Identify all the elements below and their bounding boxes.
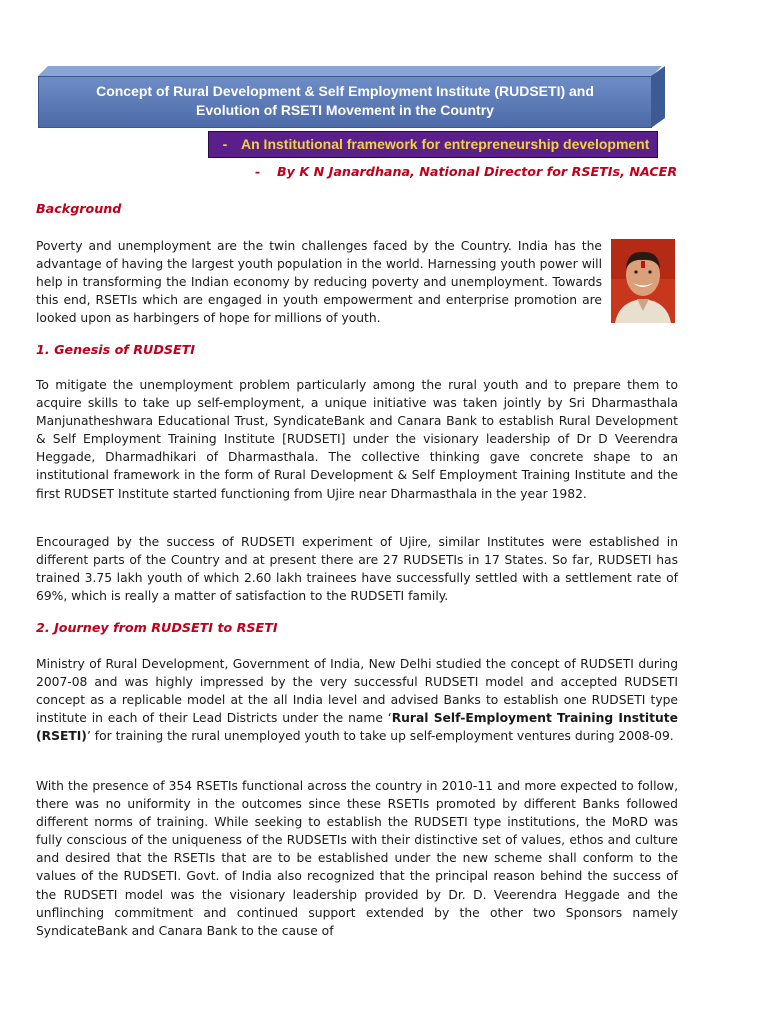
subtitle-text: An Institutional framework for entrepreneurship development [241, 136, 650, 152]
author-byline [255, 163, 685, 180]
author-portrait [611, 239, 675, 323]
journey-p1-end: ’ for training the rural unemployed youth to take up self-employment ventures during 2008-09. [86, 729, 674, 744]
heading-background: Background [36, 201, 122, 216]
byline-dash: - [255, 164, 261, 179]
title-line-2: Evolution of RSETI Movement in the Country [196, 102, 494, 118]
byline-text: By K N Janardhana, National Director for RSETIs, NACER [277, 164, 678, 179]
journey-p1-start: Ministry of Rural Development, Government of India, New Delhi studied the concept of RUDSETI during 2007-08 and was highly impressed by the very successful RUDSETI model and accepted RUDSETI concept as a replicable model at the all India level and advised Banks to establish one RUDSETI type institute in each of their Lead Districts under the name ‘ [36, 657, 678, 726]
heading-journey: 2. Journey from RUDSETI to RSETI [36, 620, 278, 635]
heading-genesis: 1. Genesis of RUDSETI [36, 342, 196, 357]
title-banner [38, 66, 652, 128]
document-title [38, 82, 652, 120]
genesis-paragraph-1: To mitigate the unemployment problem particularly among the rural youth and to prepare them to acquire skills to take up self-employment, a unique initiative was taken jointly by Sri Dharmasthala Manjunatheshwara Educational Trust, SyndicateBank and Canara Bank to establish Rural Development & Self Employment Training Institute [RUDSETI] under the visionary leadership of Dr D Veerendra Heggade, Dharmadhikari of Dharmasthala. The collective thinking gave concrete shape to an institutional framework in the form of Rural Development & Self Employment Training Institute and the first RUDSET Institute started functioning from Ujire near Dharmasthala in the year 1982. [36, 378, 678, 501]
background-paragraph: Poverty and unemployment are the twin challenges faced by the Country. India has the advantage of having the largest youth population in the world. Harnessing youth power will help in transforming the Indian economy by reducing poverty and unemployment. Towards this end, RSETIs which are engaged in youth empowerment and enterprise promotion are looked upon as harbingers of hope for millions of youth. [36, 239, 602, 326]
banner-top-bevel [38, 66, 662, 76]
journey-paragraph-1 [36, 655, 678, 745]
genesis-paragraph-2: Encouraged by the success of RUDSETI experiment of Ujire, similar Institutes were established in different parts of the Country and at present there are 27 RUDSETIs in 17 States. So far, RUDSETI has trained 3.75 lakh youth of which 2.60 lakh trainees have successfully settled with a settlement rate of 69%, which is really a matter of satisfaction to the RUDSETI family. [36, 535, 678, 604]
rseti-name-bold: Rural Self-Employment Training Institute (RSETI) [36, 711, 678, 744]
portrait-image [611, 239, 675, 323]
subtitle-dash: - [222, 136, 228, 152]
subtitle-box [208, 131, 658, 158]
banner-side-bevel [651, 66, 665, 128]
title-line-1: Concept of Rural Development & Self Employment Institute (RUDSETI) and [96, 83, 594, 99]
journey-paragraph-2: With the presence of 354 RSETIs functional across the country in 2010-11 and more expected to follow, there was no uniformity in the outcomes since these RSETIs promoted by different Banks followed different norms of training. While seeking to establish the RUDSETI type institutions, the MoRD was fully conscious of the uniqueness of the RUDSETIs with their distinctive set of values, ethos and culture and desired that the RSETIs that are to be established under the new scheme shall conform to the values of the RUDSETI. Govt. of India also recognized that the principal reason behind the success of the RUDSETI model was the visionary leadership provided by Dr. D. Veerendra Heggade and the unflinching commitment and continued support extended by the other two Sponsors namely SyndicateBank and Canara Bank to the cause of [36, 779, 678, 938]
